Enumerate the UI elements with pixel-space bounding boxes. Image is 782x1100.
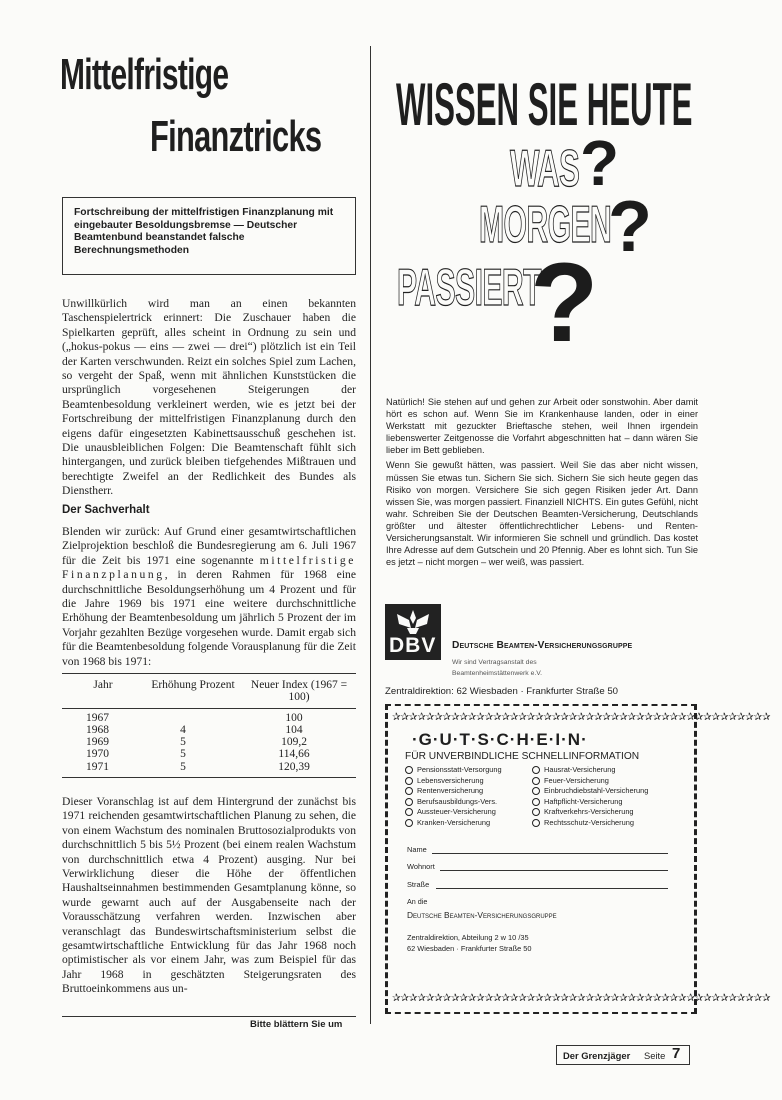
table-row: 1967 100 — [86, 711, 303, 724]
option-item[interactable]: Aussteuer-Versicherung — [405, 807, 502, 818]
option-item[interactable]: Feuer-Versicherung — [532, 776, 648, 787]
option-item[interactable]: Pensionsstatt-Versorgung — [405, 765, 502, 776]
dbv-logo-text: DBV — [389, 634, 437, 657]
question-mark-3: ? — [530, 240, 599, 365]
checkbox-icon[interactable] — [532, 766, 540, 774]
ad-word-morgen: MORGEN — [479, 196, 612, 254]
checkbox-icon[interactable] — [405, 798, 413, 806]
after-table-text: Dieser Voranschlag ist auf dem Hintergrund der zunächst bis 1971 reichenden gesamtwirtschaftlichen Planung zu sehen, die von einem Wachstum des nominalen Bruttosozialprodukts von durchschnittlich 5 bis 5½ Prozent (bei einem realen Wachstum von durchschnittlich etwa 4 Prozent) ausging. Nur bei Verwirklichung dieser die Höhe der öffentlichen Haushaltseinnahmen bestimmenden Gesamtplanung könne, so wurde gewarnt auch auf der Ausgabenseite nach der Vorausschätzung verfahren werden. Inzwischen aber veranschlagt das Bundeswirtschaftsministerium selbst die gesamtwirtschaftliche Entwicklung für das Jahr 1968 noch optimistischer als vor einem Jahr, was zum Beispiel für das Jahr 1968 in geschätzten Steigerungsraten des Bruttoeinkommens aus un- — [62, 795, 356, 996]
field-wohnort-label: Wohnort — [407, 862, 435, 871]
table-row: 1969 5 109,2 — [86, 736, 307, 749]
page-label: Seite — [644, 1050, 666, 1061]
publication-name: Der Grenzjäger — [563, 1050, 631, 1061]
option-item[interactable]: Einbruchdiebstahl-Versicherung — [532, 786, 648, 797]
after-table-paragraph — [62, 795, 356, 997]
company-address: Zentraldirektion: 62 Wiesbaden · Frankfurter Straße 50 — [385, 686, 619, 697]
intro-text: Unwillkürlich wird man an einen bekannten Taschenspielertrick erinnert: Die Zuschauer haben die Spielkarten geprüft, alles scheint in Ordnung zu sein und („hokus-pokus — eins — zwei — drei“) plötzlich ist ein Teil der Karten verschwunden. Reizt ein solches Spiel zum Lachen, so vergeht der Spaß, wenn mit ähnlichen Kunststücken die ursprünglich vorgesehenen Steigerungen der Beamtenbesoldung verkleinert werden, wie es jetzt bei der Fortschreibung der mittelfristigen Finanzplanung durch den eigens dafür eingesetzten Kabinettsausschuß geschehen ist. Die unausbleiblichen Folgen: Die Beamtenschaft fühlt sich hintergangen, und zurück bleiben tiefgehendes Mißtrauen und berechtigte Zweifel an der Redlichkeit des Bundes als Dienstherr. — [62, 297, 356, 498]
table-header: Jahr — [93, 679, 113, 691]
field-strasse-label: Straße — [407, 880, 430, 889]
question-mark-1: ? — [580, 127, 620, 199]
company-sub-1: Wir sind Vertragsanstalt des — [452, 659, 537, 666]
intro-paragraph — [62, 297, 356, 499]
question-mark-2: ? — [608, 187, 652, 267]
sachverhalt-paragraph — [62, 525, 356, 669]
ad-paragraph-2: Wenn Sie gewußt hätten, was passiert. Weil Sie das aber nicht wissen, müssen Sie etwas tun. Sichern Sie sich. Sichern Sie sich heute gegen das Risiko von morgen. Versichere Sie sich gegen Risiken jeder Art. Dann wissen Sie, was morgen passiert. Finanziell NICHTS. Ein gutes Gefühl, nicht wahr. Schreiben Sie der Deutschen Beamten-Versicherung, Deutschlands größter und ältester öffentlichrechtlicher Lebens- und Renten-Versicherungsanstalt. Wir informieren Sie schnell und gründlich. Das kostet Ihre Adresse auf dem Gutschein und 20 Pfennig. Aber es lohnt sich. Tun Sie es jetzt – nicht morgen – wer weiß, was passiert. — [386, 460, 698, 568]
field-name-label: Name — [407, 845, 427, 854]
company-name: Deutsche Beamten-Versicherungsgruppe — [452, 640, 633, 651]
checkbox-icon[interactable] — [405, 766, 413, 774]
recipient-address-1: Zentraldirektion, Abteilung 2 w 10 /35 — [407, 933, 529, 942]
ad-paragraph-1: Natürlich! Sie stehen auf und gehen zur Arbeit oder sonstwohin. Aber damit hört es schon auf. Wenn Sie im Krankenhause landen, oder in einer Werkstatt mit gezuckter Brieftasche stehen, weil Ihnen irgendein liebenswerter Zeitgenosse die Vorfahrt abgeschnitten hat – dann wären Sie lieber im Bett geblieben. — [386, 397, 698, 456]
option-item[interactable]: Rentenversicherung — [405, 786, 502, 797]
checkbox-icon[interactable] — [405, 808, 413, 816]
coupon-options-right — [532, 765, 648, 829]
checkbox-icon[interactable] — [532, 798, 540, 806]
checkbox-icon[interactable] — [532, 808, 540, 816]
wohnort-field[interactable] — [440, 870, 668, 871]
option-item[interactable]: Hausrat-Versicherung — [532, 765, 648, 776]
page-number: 7 — [672, 1045, 681, 1062]
ad-word-was: WAS — [510, 140, 580, 198]
checkbox-icon[interactable] — [532, 819, 540, 827]
continue-note: Bitte blättern Sie um — [250, 1019, 343, 1030]
recipient-name: Deutsche Beamten-Versicherungsgruppe — [407, 910, 557, 920]
coupon-options-left — [405, 765, 502, 829]
option-item[interactable]: Berufsausbildungs-Vers. — [405, 797, 502, 808]
dbv-logo — [385, 604, 441, 660]
option-item[interactable]: Kranken-Versicherung — [405, 818, 502, 829]
table-row: 1968 4 104 — [86, 723, 303, 736]
an-die-label: An die — [407, 897, 428, 906]
table-header: Neuer Index (1967 = 100) — [250, 679, 348, 704]
article-title-line1: Mittelfristige — [60, 50, 229, 99]
coupon-stars-top: ✰✰✰✰✰✰✰✰✰✰✰✰✰✰✰✰✰✰✰✰✰✰✰✰✰✰✰✰✰✰✰✰✰✰✰✰✰✰✰✰✰✰✰✰✰ — [392, 711, 771, 723]
checkbox-icon[interactable] — [405, 819, 413, 827]
table-row: 1970 5 114,66 — [86, 748, 310, 761]
ad-headline: WISSEN SIE HEUTE — [396, 71, 693, 138]
option-item[interactable]: Lebensversicherung — [405, 776, 502, 787]
ad-body — [386, 396, 698, 571]
table-body — [62, 712, 356, 773]
checkbox-icon[interactable] — [405, 777, 413, 785]
company-sub-2: Beamtenheimstättenwerk e.V. — [452, 670, 543, 677]
table-row: 1971 5 120,39 — [86, 760, 310, 773]
ad-word-passiert: PASSIERT — [397, 259, 541, 317]
table-header: Erhöhung Prozent — [151, 679, 235, 691]
continue-divider — [62, 1016, 356, 1017]
index-table — [62, 673, 356, 778]
option-item[interactable]: Haftpflicht-Versicherung — [532, 797, 648, 808]
strasse-field[interactable] — [436, 888, 668, 889]
coupon-stars-bottom: ✰✰✰✰✰✰✰✰✰✰✰✰✰✰✰✰✰✰✰✰✰✰✰✰✰✰✰✰✰✰✰✰✰✰✰✰✰✰✰✰✰✰✰✰✰ — [392, 992, 771, 1004]
option-item[interactable]: Kraftverkehrs-Versicherung — [532, 807, 648, 818]
sachverhalt-text: Blenden wir zurück: Auf Grund einer gesamtwirtschaftlichen Zielprojektion beschloß die Bundesregierung am 6. Juli 1967 für die Zeit bis 1971 eine sogenannte mittelfristige Finanzplanung, in deren Rahmen für 1968 eine durchschnittliche Besoldungserhöhung um 4 Prozent und für die Jahre 1969 bis 1971 eine weitere durchschnittliche Erhöhung der Beamtenbesoldung um jährlich 5 Prozent der im Vorjahr gezahlten Bezüge vorgesehen wurde. Damit ergab sich für die Beamtenbesoldung folgende Vorausplanung für die Zeit von 1968 bis 1971: — [62, 525, 356, 668]
recipient-address-2: 62 Wiesbaden · Frankfurter Straße 50 — [407, 944, 532, 953]
checkbox-icon[interactable] — [532, 777, 540, 785]
article-title-line2: Finanztricks — [150, 112, 322, 161]
coupon-subtitle: FÜR UNVERBINDLICHE SCHNELLINFORMATION — [405, 751, 640, 762]
checkbox-icon[interactable] — [532, 787, 540, 795]
name-field[interactable] — [432, 853, 668, 854]
option-item[interactable]: Rechtsschutz-Versicherung — [532, 818, 648, 829]
article-subtitle: Fortschreibung der mittelfristigen Finanzplanung mit eingebauter Besoldungsbremse — Deutscher Beamtenbund beanstandet falsche Berechnungsmethoden — [74, 207, 334, 256]
checkbox-icon[interactable] — [405, 787, 413, 795]
coupon-title: ·G·U·T·S·C·H·E·I·N· — [412, 730, 588, 749]
section-heading: Der Sachverhalt — [62, 504, 150, 516]
